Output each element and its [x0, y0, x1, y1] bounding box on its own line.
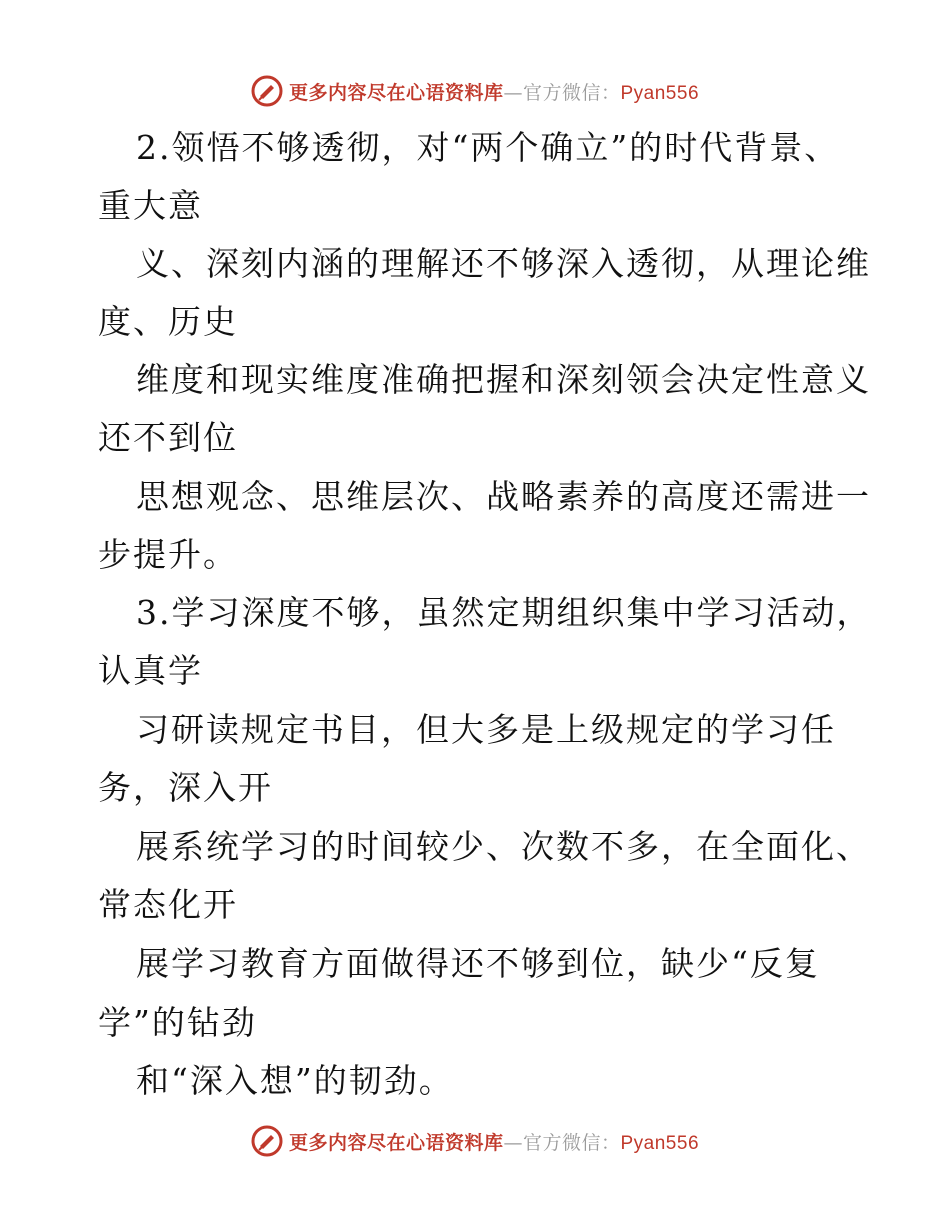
banner-wechat-id: Pyan556 — [620, 1132, 700, 1154]
text-line: 还不到位 — [98, 418, 238, 457]
text-line: 和“深入想”的韧劲。 — [136, 1061, 454, 1100]
header-banner — [0, 71, 950, 111]
banner-text — [289, 1128, 699, 1155]
text-line: 重大意 — [98, 186, 203, 225]
text-line: 展系统学习的时间较少、次数不多，在全面化、 — [136, 827, 871, 866]
logo-seal-icon — [251, 75, 283, 107]
text-line: 认真学 — [98, 651, 203, 690]
banner-wechat-label: 官方微信： — [522, 1131, 621, 1154]
text-line: 思想观念、思维层次、战略素养的高度还需进一 — [136, 477, 871, 516]
banner-wechat-id: Pyan556 — [620, 82, 700, 104]
text-line: 义、深刻内涵的理解还不够深入透彻，从理论维 — [136, 244, 871, 283]
text-line: 展学习教育方面做得还不够到位，缺少“反复 — [136, 944, 820, 983]
text-line: 2.领悟不够透彻，对“两个确立”的时代背景、 — [136, 128, 840, 167]
text-line: 常态化开 — [98, 885, 238, 924]
banner-brand: 更多内容尽在心语资料库 — [288, 1131, 504, 1154]
banner-brand: 更多内容尽在心语资料库 — [288, 81, 504, 104]
banner-dash: — — [503, 81, 523, 104]
banner-wechat-label: 官方微信： — [522, 81, 621, 104]
text-line: 习研读规定书目，但大多是上级规定的学习任 — [136, 710, 836, 749]
text-line: 维度和现实维度准确把握和深刻领会决定性意义 — [136, 360, 871, 399]
footer-banner — [0, 1121, 950, 1161]
banner-text — [289, 78, 699, 105]
banner-dash: — — [503, 1131, 523, 1154]
logo-seal-icon — [251, 1125, 283, 1157]
text-line: 3.学习深度不够，虽然定期组织集中学习活动， — [136, 593, 872, 632]
text-line: 度、历史 — [98, 302, 238, 341]
text-line: 步提升。 — [98, 535, 238, 574]
text-line: 学”的钻劲 — [98, 1003, 257, 1042]
text-line: 务，深入开 — [98, 768, 273, 807]
